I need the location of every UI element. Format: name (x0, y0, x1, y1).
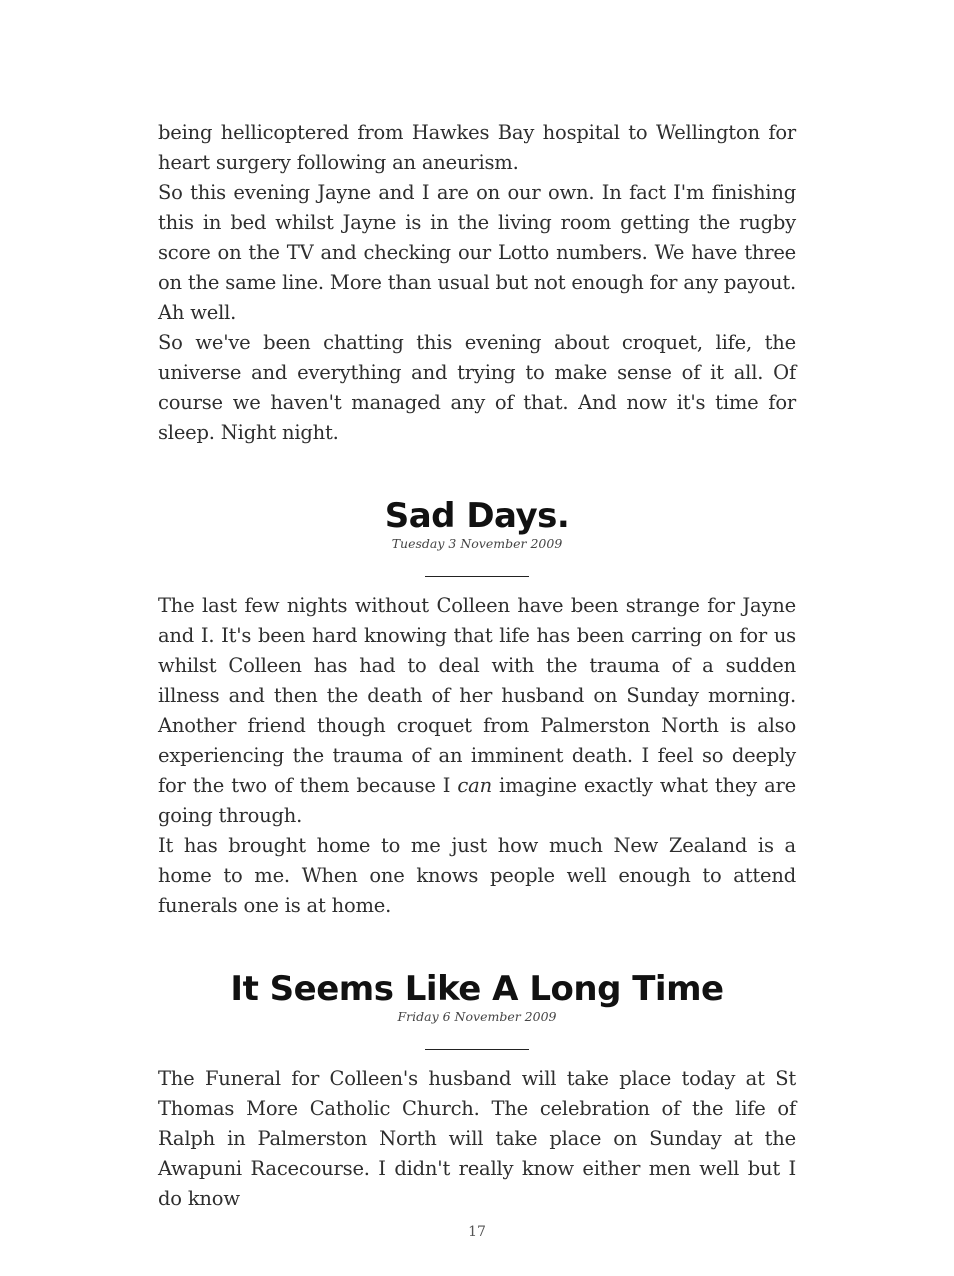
entry-date: Friday 6 November 2009 (397, 1009, 557, 1024)
entry-paragraph-1 (158, 591, 796, 831)
emphasis-text: can (457, 774, 492, 797)
title-divider (425, 576, 529, 577)
entry-date: Tuesday 3 November 2009 (391, 536, 563, 551)
entry-long-time (158, 969, 796, 1214)
entry-text: The last few nights without Colleen have been strange for Jayne and I. It's been hard knowing that life has been carring on for us whilst Colleen has had to deal with the trauma of a sudden illness and then the death of her husband on Sunday morning. Another friend though croquet from Palmerston North is also experiencing the trauma of an imminent death. I feel so deeply for the two of them because I (158, 594, 796, 797)
entry-paragraph-1: The Funeral for Colleen's husband will take place today at St Thomas More Catholic Church. The celebration of the life of Ralph in Palmerston North will take place on Sunday at the Awapuni Racecourse. I didn't really know either men well but I do know (158, 1067, 796, 1210)
intro-paragraph-1: being hellicoptered from Hawkes Bay hospital to Wellington for heart surgery following an aneurism. (158, 121, 796, 174)
entry-title: It Seems Like A Long Time (230, 969, 724, 1009)
title-divider (425, 1049, 529, 1050)
entry-text: imagine exactly what they are going through. (158, 774, 796, 827)
entry-title: Sad Days. (384, 496, 570, 536)
entry-paragraph-2: It has brought home to me just how much New Zealand is a home to me. When one knows people well enough to attend funerals one is at home. (158, 834, 796, 917)
entry-header (158, 496, 796, 577)
entry-sad-days (158, 496, 796, 921)
intro-section (158, 118, 796, 448)
page-body (158, 118, 796, 1214)
intro-paragraph-3: So we've been chatting this evening about croquet, life, the universe and everything and trying to make sense of it all. Of course we haven't managed any of that. And now it's time for sleep. Night night. (158, 331, 796, 444)
intro-paragraph-2: So this evening Jayne and I are on our own. In fact I'm finishing this in bed whilst Jayne is in the living room getting the rugby score on the TV and checking our Lotto numbers. We have three on the same line. More than usual but not enough for any payout. Ah well. (158, 181, 796, 324)
page-number: 17 (468, 1224, 486, 1240)
entry-header (158, 969, 796, 1050)
